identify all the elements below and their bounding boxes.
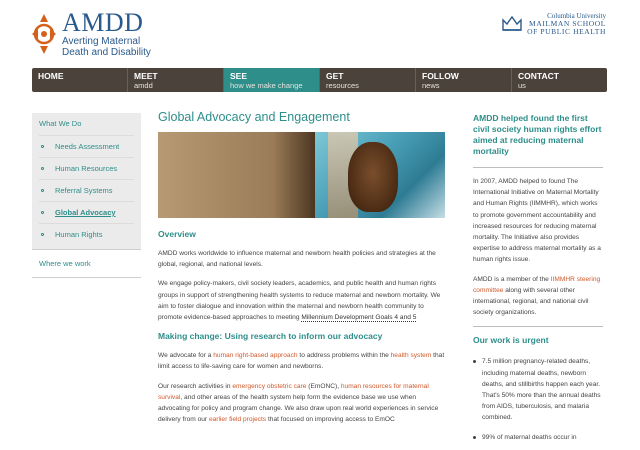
amdd-emblem-icon — [30, 12, 58, 56]
sidebar-item-label: Global Advocacy — [55, 208, 116, 217]
nav-follow-title: FOLLOW — [422, 71, 459, 81]
nav-contact-sub: us — [518, 81, 526, 90]
right-heading: AMDD helped found the first civil society human rights effort aimed at reducing maternal mortality — [473, 113, 602, 156]
nav-contact[interactable] — [512, 68, 607, 92]
bullet-icon — [41, 189, 44, 192]
sidebar-item-label: Needs Assessment — [55, 142, 120, 151]
nav-home-title: HOME — [38, 71, 64, 81]
sidebar-heading[interactable]: What We Do — [39, 119, 82, 128]
overview-heading: Overview — [158, 229, 196, 239]
sidebar-item-label: Referral Systems — [55, 186, 113, 195]
p4-text-c: , and other areas of the health system help form the evidence base we use when advocating for policy and program change. We also draw upon real world experiences in service delivery from our — [158, 393, 439, 424]
bullet-icon — [41, 211, 44, 214]
overview-p2-text: We engage policy-makers, civil society leaders, academics, and public health and human rights groups in support of strengthening health systems to reduce maternal and newborn mortality. We aim to foster dialogue and innovation within the maternal and newborn health community to promote evidence-based approaches to meeting — [158, 280, 441, 322]
overview-paragraph-1: AMDD works worldwide to influence maternal and newborn health policies and strategies at the global, regional, and national levels. — [158, 250, 436, 269]
cu-school-sub: OF PUBLIC HEALTH — [527, 27, 606, 36]
emoc-link[interactable]: emergency obstetric care — [232, 382, 307, 390]
urgent-list — [473, 356, 603, 442]
mdg-link[interactable]: Millennium Development Goals 4 and 5 — [301, 314, 417, 322]
main-content — [158, 110, 446, 433]
sidebar-box — [32, 113, 141, 249]
nav-home[interactable] — [32, 68, 128, 92]
hero-face — [348, 142, 398, 212]
p3-text-b: to address problems within the — [297, 352, 391, 360]
right-p2-text-a: AMDD is a member of the — [473, 275, 551, 283]
nav-contact-title: CONTACT — [518, 71, 559, 81]
cu-university: Columbia University — [547, 12, 606, 20]
page-title: Global Advocacy and Engagement — [158, 110, 350, 124]
logo-subtitle-line1: Averting Maternal — [62, 36, 141, 47]
urgent-heading: Our work is urgent — [473, 335, 549, 346]
divider — [473, 326, 603, 327]
overview-paragraph-2 — [158, 278, 446, 323]
nav-see[interactable] — [224, 68, 320, 92]
p3-text-a: We advocate for a — [158, 352, 214, 360]
hero-image — [158, 132, 445, 218]
nav-meet[interactable] — [128, 68, 224, 92]
right-paragraph-2 — [473, 274, 603, 319]
amdd-logo[interactable] — [30, 10, 151, 58]
sidebar-item-referral-systems[interactable] — [39, 179, 134, 201]
right-column — [473, 113, 603, 450]
list-item: 7.5 million pregnancy-related deaths, including maternal deaths, newborn deaths, and stillbirths happen each year. That's 50% more than the annual deaths from AIDS, tuberculosis, and malaria combined. — [473, 356, 603, 423]
list-item: 99% of maternal deaths occur in — [473, 432, 603, 443]
sidebar — [32, 113, 141, 278]
making-change-paragraph-1 — [158, 350, 446, 372]
sidebar-item-needs-assessment[interactable] — [39, 135, 134, 157]
p3-text-c: that limit access to life-saving care for women and newborns. — [158, 352, 445, 371]
making-change-paragraph-2 — [158, 381, 446, 426]
sidebar-item-label: Human Rights — [55, 230, 103, 239]
logo-subtitle-line2: Death and Disability — [62, 47, 151, 58]
main-nav — [32, 68, 607, 92]
health-system-link[interactable]: health system — [390, 352, 432, 360]
nav-follow-sub: news — [422, 81, 440, 90]
divider — [473, 167, 603, 168]
nav-see-title: SEE — [230, 71, 248, 81]
rights-approach-link[interactable]: human right-based approach — [213, 352, 298, 360]
sidebar-item-human-rights[interactable] — [39, 223, 134, 245]
nav-get-title: GET — [326, 71, 344, 81]
nav-see-sub: how we make change — [230, 81, 303, 90]
sidebar-item-label: Human Resources — [55, 164, 118, 173]
nav-meet-title: MEET — [134, 71, 158, 81]
sidebar-where-we-work[interactable]: Where we work — [32, 249, 141, 278]
bullet-icon — [41, 233, 44, 236]
bullet-icon — [41, 145, 44, 148]
bullet-icon — [41, 167, 44, 170]
logo-title: AMDD — [62, 8, 144, 37]
making-change-heading: Making change: Using research to inform our advocacy — [158, 331, 383, 342]
nav-get-sub: resources — [326, 81, 359, 90]
nav-meet-sub: amdd — [134, 81, 153, 90]
right-paragraph-1: In 2007, AMDD helped to found The International Initiative on Maternal Mortality and Human Rights (IIMMHR), which works to promote government accountability and increased resources for reducing maternal mortality. The Initiative also provides expertise to address maternal mortality as a human rights issue. — [473, 178, 601, 264]
human-resources-link[interactable]: human resources for maternal survival — [158, 382, 429, 401]
iimmhr-committee-link[interactable]: IIMMHR steering committee — [473, 275, 601, 294]
right-p2-text-b: along with several other international, regional, and national civil society organizations. — [473, 286, 589, 317]
field-projects-link[interactable]: earlier field projects — [208, 416, 267, 424]
columbia-logo[interactable] — [501, 12, 606, 36]
p4-text-d: that focused on improving access to EmOC — [266, 416, 395, 424]
nav-get[interactable] — [320, 68, 416, 92]
crown-icon — [501, 15, 523, 33]
sidebar-item-global-advocacy[interactable] — [39, 201, 134, 223]
cu-school: MAILMAN SCHOOL — [529, 19, 606, 28]
sidebar-item-human-resources[interactable] — [39, 157, 134, 179]
p4-text-a: Our research activities in — [158, 382, 233, 390]
p4-text-b: (EmONC), — [306, 382, 341, 390]
nav-follow[interactable] — [416, 68, 512, 92]
